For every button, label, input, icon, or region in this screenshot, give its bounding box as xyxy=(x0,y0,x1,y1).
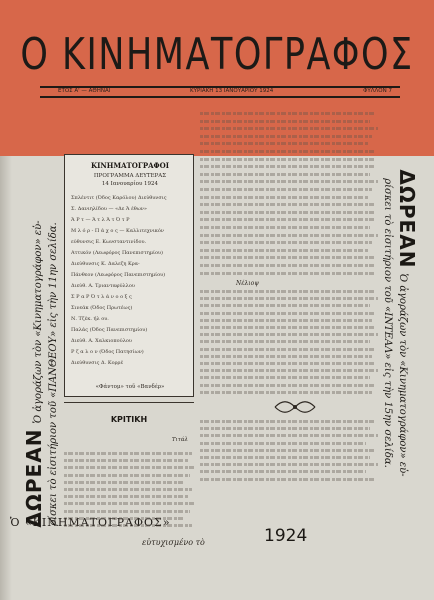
program-row: Ά Ρ τ — Ά τ λ Ά τ Ό τ Ρ xyxy=(71,217,130,223)
text-line xyxy=(200,180,378,183)
text-line xyxy=(64,452,192,455)
text-line xyxy=(200,173,370,176)
text-line xyxy=(200,196,368,199)
criticism-header xyxy=(64,402,194,449)
text-line xyxy=(200,362,374,365)
bottom-banner-year: 1924 xyxy=(264,526,308,546)
program-row: Σ. Δανιηλίδου — «Δε Ά έθων» xyxy=(71,206,147,212)
page-edge-shadow xyxy=(0,156,12,600)
text-line xyxy=(200,348,376,351)
text-line xyxy=(200,211,374,214)
text-line xyxy=(200,326,374,329)
program-row: Διεύθ. Α. Τριανταφύλλου xyxy=(71,283,135,289)
text-line xyxy=(200,312,376,315)
masthead-rule xyxy=(40,96,400,98)
text-line xyxy=(64,488,192,491)
free-ticket-ad-right xyxy=(379,123,419,523)
text-line xyxy=(200,241,372,244)
text-line xyxy=(200,203,376,206)
text-line xyxy=(200,384,376,387)
bottom-banner-text: Ὁ «ΚΙΝΗΜΑΤΟΓΡΑΦΟΣ» xyxy=(10,516,171,529)
program-row: Παλάς (Όδος Πανεπιστημίου) xyxy=(71,327,148,333)
program-row: Ρ ζ α λ ο ν (Όδος Πατησίων) xyxy=(71,349,144,355)
program-row: Αττικόν (Λεωφόρος Πανεπιστημίου) xyxy=(71,250,163,256)
text-line xyxy=(200,355,372,358)
text-line xyxy=(200,478,376,481)
text-line xyxy=(200,333,378,336)
program-row: Διεύθυνσις Κ. Δαλεζη Κρα- xyxy=(71,261,140,267)
dateline-date: ΚΥΡΙΑΚΗ 13 ΙΑΝΟΥΑΡΙΟΥ 1924 xyxy=(190,88,274,94)
program-footer: «Φάντομ» τοῦ «Βανδέρ» xyxy=(95,384,165,390)
text-line xyxy=(200,376,370,379)
dateline-year: ΕΤΟΣ Α' — ΑΘΗΝΑΙ xyxy=(58,88,111,94)
text-line xyxy=(200,391,372,394)
text-line xyxy=(200,463,378,466)
text-line xyxy=(200,226,370,229)
masthead-band xyxy=(0,0,434,156)
program-row: Σινεάκ (Όδος Πρωτέως) xyxy=(71,305,133,311)
text-line xyxy=(64,524,192,527)
text-line xyxy=(200,165,376,168)
text-line xyxy=(64,474,190,477)
text-line xyxy=(200,120,370,123)
program-heading: ΚΙΝΗΜΑΤΟΓΡΑΦΟΙ xyxy=(91,161,169,170)
text-line xyxy=(64,495,188,498)
criticism-subtitle: Τιτάλ xyxy=(171,437,188,443)
program-row: Σπλέντιτ (Όδος Καρόλου) Διεύθυνσις xyxy=(71,195,167,201)
text-line xyxy=(200,449,376,452)
text-line xyxy=(64,459,188,462)
text-line xyxy=(200,369,378,372)
text-line xyxy=(64,502,194,505)
text-line xyxy=(64,481,184,484)
text-line xyxy=(200,234,378,237)
free-ticket-ad-left xyxy=(22,174,62,574)
program-row: εύθυνσις Ε. Κωνσταντινίδου. xyxy=(71,239,147,245)
ad-right-text-2: ρίσκει τὸ εἰσιτήριον τοῦ «ΙΝΤΕΑΛ» εἰς τὴν 15ην σελίδα. xyxy=(382,178,393,468)
bottom-banner-subtext: εὐτυχισμένο τὸ xyxy=(142,538,205,547)
text-line xyxy=(200,127,378,130)
text-line xyxy=(200,340,370,343)
text-line xyxy=(200,420,376,423)
text-line xyxy=(200,272,376,275)
text-line xyxy=(200,427,370,430)
program-row: Ν. Τζέκ. ήλ ου. xyxy=(71,316,109,322)
text-line xyxy=(200,304,370,307)
ad-left-heading: ΔΩΡΕΑΝ xyxy=(22,428,46,528)
text-line xyxy=(200,434,378,437)
text-line xyxy=(200,112,376,115)
ad-right-heading: ΔΩΡΕΑΝ xyxy=(395,169,419,269)
program-subheading: ΠΡΟΓΡΑΜΜΑ ΔΕΥΤΕΡΑΣ xyxy=(93,173,167,179)
text-line xyxy=(200,142,368,145)
text-line xyxy=(200,297,378,300)
ad-right-text: Ὁ ἀγοράζων τὸν «Κινηματογράφον» εὑ- xyxy=(397,273,408,477)
text-line xyxy=(200,264,374,267)
text-line xyxy=(200,442,366,445)
newspaper-title: Ο ΚΙΝΗΜΑΤΟΓΡΑΦΟΣ xyxy=(20,30,414,80)
text-line xyxy=(200,319,372,322)
text-line xyxy=(200,290,374,293)
criticism-title: ΚΡΙΤΙΚΗ xyxy=(110,415,148,424)
text-line xyxy=(64,517,184,520)
text-line xyxy=(200,256,376,259)
text-line xyxy=(200,218,376,221)
dateline-number: ΦΥΛΛΟΝ 7 xyxy=(363,88,392,94)
text-line xyxy=(64,466,194,469)
text-line xyxy=(200,470,366,473)
program-row: Διεύθ. Α. Χαλκιοπούλου xyxy=(71,338,132,344)
section-heading: Νέλιοψ xyxy=(236,280,259,287)
ad-left-text: Ὁ ἀγοράζων τὸν «Κινηματογράφον» εὑ- xyxy=(33,220,44,424)
program-date: 14 Ιανουαρίου 1924 xyxy=(101,181,159,187)
text-line xyxy=(200,249,368,252)
text-line xyxy=(200,188,372,191)
program-row: Πάνθεον (Λεωφόρος Πανεπιστημίου) xyxy=(71,272,166,278)
text-line xyxy=(200,135,372,138)
text-line xyxy=(200,150,376,153)
text-line xyxy=(64,510,190,513)
text-line xyxy=(200,456,370,459)
text-line xyxy=(200,158,374,161)
program-row: Σ Ρ α Ρ Ό τ λ ά ν ο ο ξ ς xyxy=(71,294,132,300)
program-row: Διεύθυνσις Δ. Κορρέ xyxy=(71,360,124,366)
program-box xyxy=(64,154,194,397)
dateline xyxy=(40,88,400,96)
program-row: Μ λ ό ρ - Π ά χ ο ς — Καλλιτεχνικόν xyxy=(71,228,164,234)
ornament-icon xyxy=(270,398,320,416)
ad-left-text-2: ρίσκει τὸ εἰσιτήριον τοῦ «ΠΑΝΘΕΟΥ» εἰς τὴν 11ην σελίδα. xyxy=(48,222,59,526)
